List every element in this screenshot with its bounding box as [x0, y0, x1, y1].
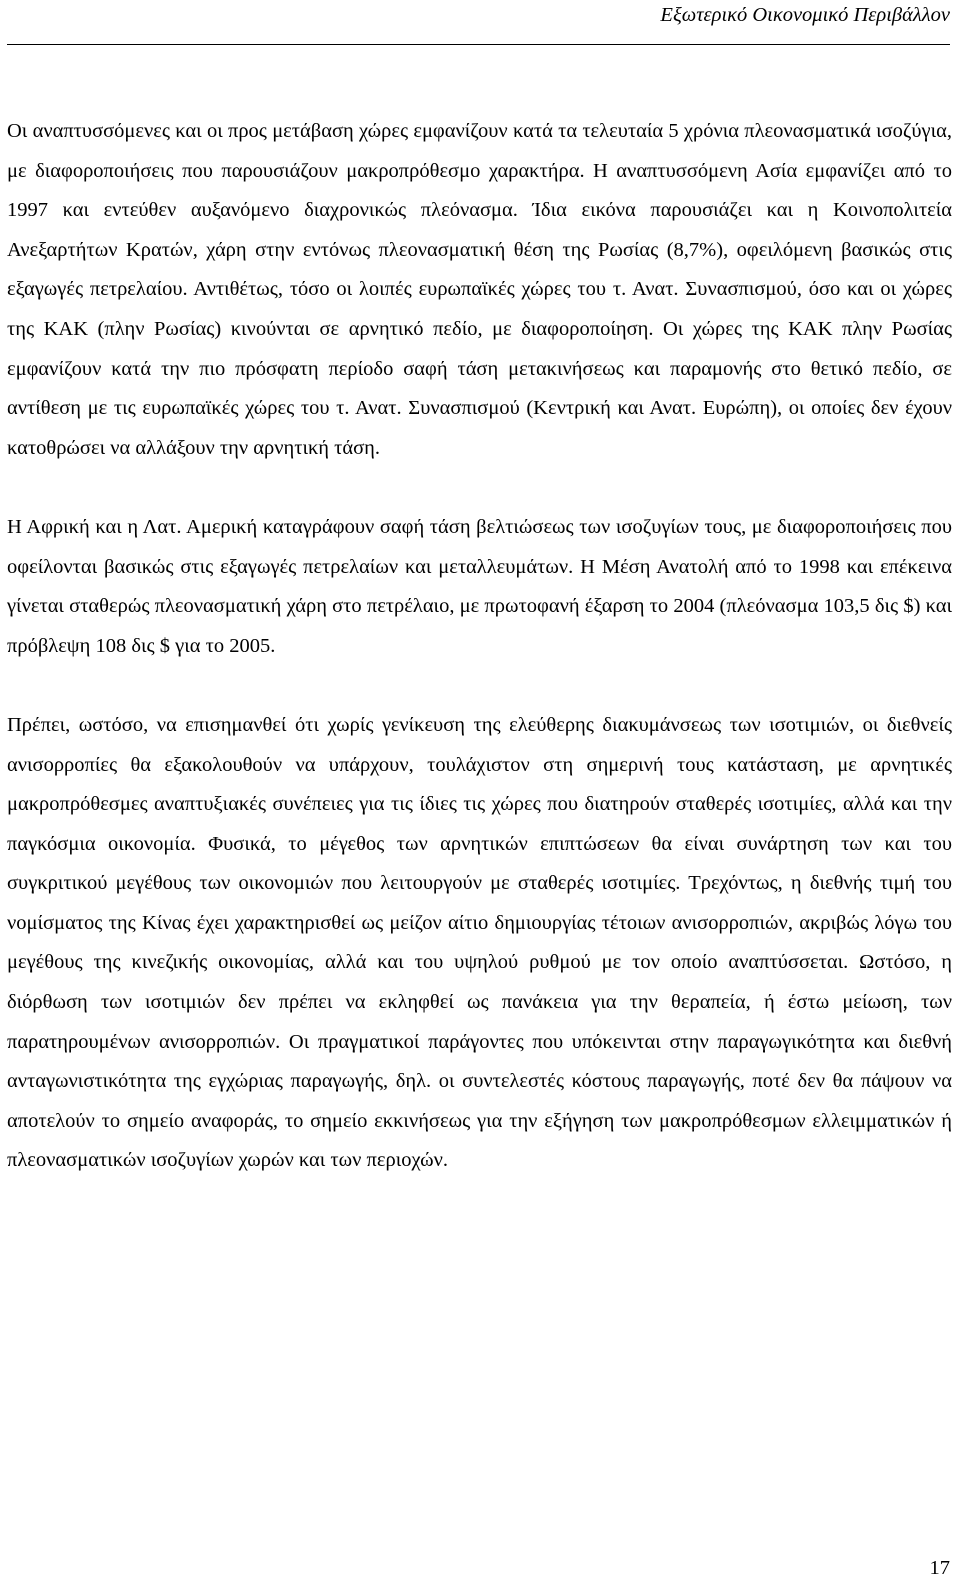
paragraph-developing-economies: Οι αναπτυσσόμενες και οι προς μετάβαση χώρες εμφανίζουν κατά τα τελευταία 5 χρόνια πλεονασματικά ισοζύγια, με διαφοροποιήσεις που παρουσιάζουν μακροπρόθεσμο χαρακτήρα. Η αναπτυσσόμενη Ασία εμφανίζει από το 1997 και εντεύθεν αυξανόμενο διαχρονικώς πλεόνασμα. Ίδια εικόνα παρουσιάζει και η Κοινοπολιτεία Ανεξαρτήτων Κρατών, χάρη στην εντόνως πλεονασματική θέση της Ρωσίας (8,7%), οφειλόμενη βασικώς στις εξαγωγές πετρελαίου. Αντιθέτως, τόσο οι λοιπές ευρωπαϊκές χώρες του τ. Ανατ. Συνασπισμού, όσο και οι χώρες της ΚΑΚ (πλην Ρωσίας) κινούνται σε αρνητικό πεδίο, με διαφοροποίηση. Οι χώρες της ΚΑΚ πλην Ρωσίας εμφανίζουν κατά την πιο πρόσφατη περίοδο σαφή τάση μετακινήσεως και παραμονής στο θετικό πεδίο, σε αντίθεση με τις ευρωπαϊκές χώρες του τ. Ανατ. Συνασπισμού (Κεντρική και Ανατ. Ευρώπη), οι οποίες δεν έχουν κατοθρώσει να αλλάξουν την αρνητική τάση. [7, 120, 952, 459]
page-number: 17 [929, 1557, 950, 1579]
page-header [7, 0, 950, 45]
paragraph-africa-latin-america: Η Αφρική και η Λατ. Αμερική καταγράφουν σαφή τάση βελτιώσεως των ισοζυγίων τους, με διαφοροποιήσεις που οφείλονται βασικώς στις εξαγωγές πετρελαίων και μεταλλευμάτων. Η Μέση Ανατολή από το 1998 και επέκεινα γίνεται σταθερώς πλεονασματική χάρη στο πετρέλαιο, με πρωτοφανή έξαρση το 2004 (πλεόνασμα 103,5 δις $) και πρόβλεψη 108 δις $ για το 2005. [7, 515, 952, 657]
running-header-title: Εξωτερικό Οικονομικό Περιβάλλον [660, 4, 950, 26]
document-body [7, 112, 952, 1181]
paragraph-exchange-rates: Πρέπει, ωστόσο, να επισημανθεί ότι χωρίς γενίκευση της ελεύθερης διακυμάνσεως των ισοτιμιών, οι διεθνείς ανισορροπίες θα εξακολουθούν να υπάρχουν, τουλάχιστον στη σημερινή τους κατάσταση, με αρνητικές μακροπρόθεσμες αναπτυξιακές συνέπειες για τις ίδιες τις χώρες που διατηρούν σταθερές ισοτιμίες, αλλά και την παγκόσμια οικονομία. Φυσικά, το μέγεθος των αρνητικών επιπτώσεων θα είναι συνάρτηση των και του συγκριτικού μεγέθους των οικονομιών που λειτουργούν με σταθερές ισοτιμίες. Τρεχόντως, η διεθνής τιμή του νομίσματος της Κίνας έχει χαρακτηρισθεί ως μείζον αίτιο δημιουργίας τέτοιων ανισορροπιών, ακριβώς λόγω του μεγέθους της κινεζικής οικονομίας, αλλά και του υψηλού ρυθμού με τον οποίο αναπτύσσεται. Ωστόσο, η διόρθωση των ισοτιμιών δεν πρέπει να εκληφθεί ως πανάκεια για την θεραπεία, ή έστω μείωση, των παρατηρουμένων ανισορροπιών. Οι πραγματικοί παράγοντες που υπόκεινται στην παραγωγικότητα και διεθνή ανταγωνιστικότητα της εγχώριας παραγωγής, δηλ. οι συντελεστές κόστους παραγωγής, ποτέ δεν θα πάψουν να αποτελούν το σημείο αναφοράς, το σημείο εκκινήσεως για την εξήγηση των μακροπρόθεσμων ελλειμματικών ή πλεονασματικών ισοζυγίων χωρών και των περιοχών. [7, 713, 952, 1172]
